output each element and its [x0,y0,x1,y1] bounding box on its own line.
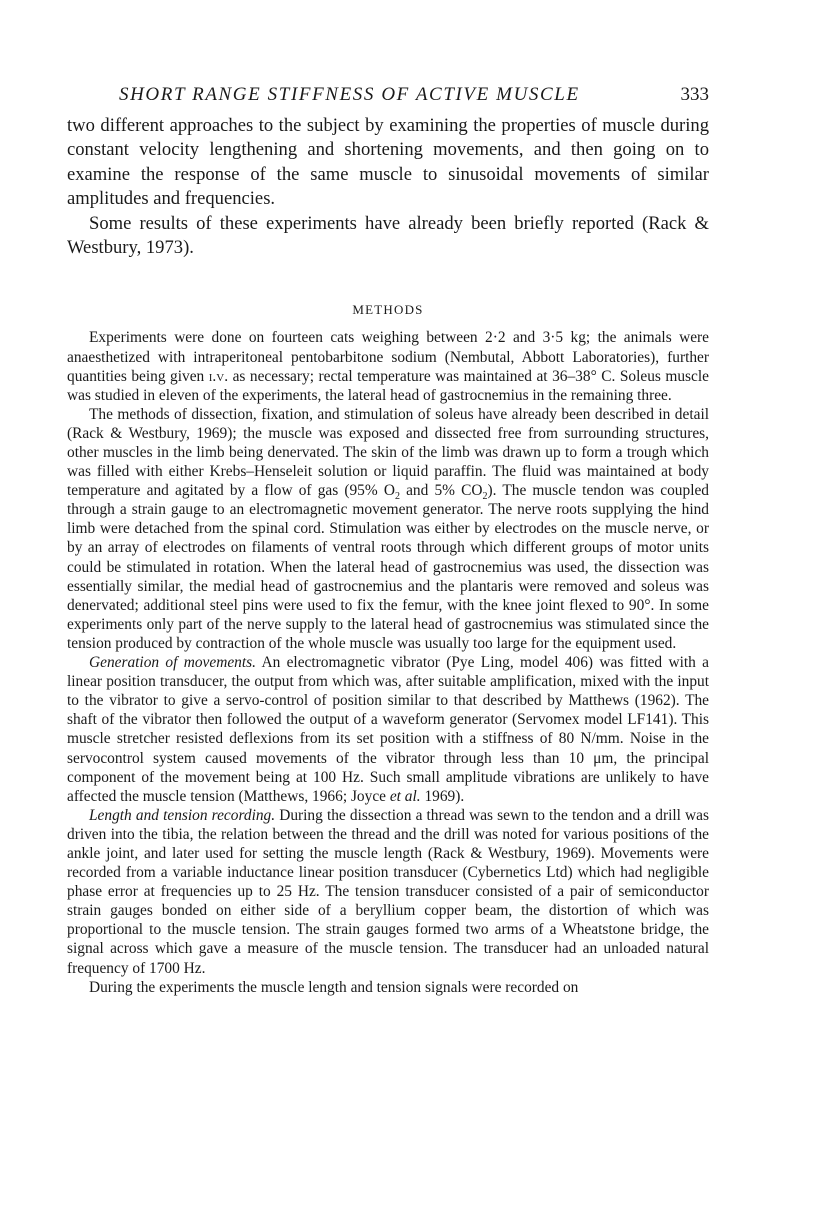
methods-paragraph-1 [67,328,709,404]
intro-paragraph-2: Some results of these experiments have already been briefly reported (Rack & Westbury, 1973). [67,212,709,259]
subsection-heading-generation: Generation of movements. [89,654,256,672]
paragraph-text: as necessary; rectal temperature was maintained at 36–38° C. Soleus muscle was studied in eleven of the experiments, the lateral head of gastrocnemius in the remaining three. [67,367,709,404]
paragraph-text: 1969). [420,787,465,805]
running-head [67,84,709,114]
intro-text [67,114,709,260]
paragraph-text: During the dissection a thread was sewn to the tendon and a drill was driven into the tibia, the relation between the thread and the drill was noted for various positions of the ankle joint, and later used for setting the muscle length (Rack & Westbury, 1969). Movements were recorded from a variable inductance linear position transducer (Cybernetics Ltd) which had negligible phase error at frequencies up to 25 Hz. The tension transducer consisted of a pair of semiconductor strain gauges bonded on either side of a beryllium copper beam, the distortion of which was proportional to the muscle tension. The strain gauges formed two arms of a Wheatstone bridge, the signal across which gave a measure of the muscle tension. The transducer had an unloaded natural frequency of 1700 Hz. [67,806,709,977]
paragraph-text: Experiments were done on fourteen cats weighing between 2·2 and 3·5 kg; the animals were anaesthetized with intraperitoneal pentobarbitone sodium (Nembutal, Abbott Laboratories), further quantities being given [67,329,709,385]
running-title: SHORT RANGE STIFFNESS OF ACTIVE MUSCLE [119,84,580,105]
paragraph-text: and 5% CO [399,482,483,500]
subsection-heading-recording: Length and tension recording. [89,806,276,824]
methods-paragraph-2 [67,405,709,653]
paragraph-text: The methods of dissection, fixation, and stimulation of soleus have already been described in detail (Rack & Westbury, 1969); the muscle was exposed and dissected free from surrounding structures, other muscles in the limb being denervated. The skin of the limb was drawn up to form a trough which was filled with either Krebs–Henseleit solution or liquid paraffin. The fluid was maintained at body temperature and agitated by a flow of gas (95% O [67,405,709,500]
section-heading-methods: METHODS [352,302,424,318]
methods-paragraph-3 [67,653,709,806]
page-number: 333 [680,84,709,105]
paragraph-text: An electromagnetic vibrator (Pye Ling, model 406) was fitted with a linear position transducer, the output from which was, after suitable amplification, mixed with the input to the vibrator to give a servo-control of position similar to that described by Matthews (1962). The shaft of the vibrator then followed the output of a waveform generator (Servomex model LF141). This muscle stretcher resisted deflexions from its set position with a stiffness of 80 N/mm. Noise in the servocontrol system caused movements of the vibrator through less than 10 μm, the principal component of the movement being at 100 Hz. Such small amplitude vibrations are unlikely to have affected the muscle tension (Matthews, 1966; Joyce [67,654,709,805]
subscript: 2 [394,491,400,503]
abbrev-iv: i.v. [208,367,229,385]
methods-body [67,328,709,996]
journal-page [67,84,709,997]
intro-paragraph-1: two different approaches to the subject by examining the properties of muscle during constant velocity lengthening and shortening movements, and then going on to examine the response of the same muscle to sinusoidal movements of similar amplitudes and frequencies. [67,115,709,210]
subscript: 2 [482,491,488,503]
paragraph-text: ). The muscle tendon was coupled through a strain gauge to an electromagnetic movement generator. The nerve roots supplying the hind limb were detached from the spinal cord. Stimulation was either by electrodes on the muscle nerve, or by an array of electrodes on filaments of ventral roots through which different groups of motor units could be stimulated in rotation. When the lateral head of gastrocnemius was used, the dissection was essentially similar, the medial head of gastrocnemius and the plantaris were removed and soleus was denervated; additional steel pins were used to fix the femur, with the knee joint flexed to 90°. In some experiments only part of the nerve supply to the lateral head of gastrocnemius was stimulated since the tension produced by contraction of the whole muscle was usually too large for the equipment used. [67,482,709,652]
methods-paragraph-5: During the experiments the muscle length and tension signals were recorded on [89,978,579,996]
methods-paragraph-4 [67,806,709,978]
et-al: et al. [389,787,421,805]
